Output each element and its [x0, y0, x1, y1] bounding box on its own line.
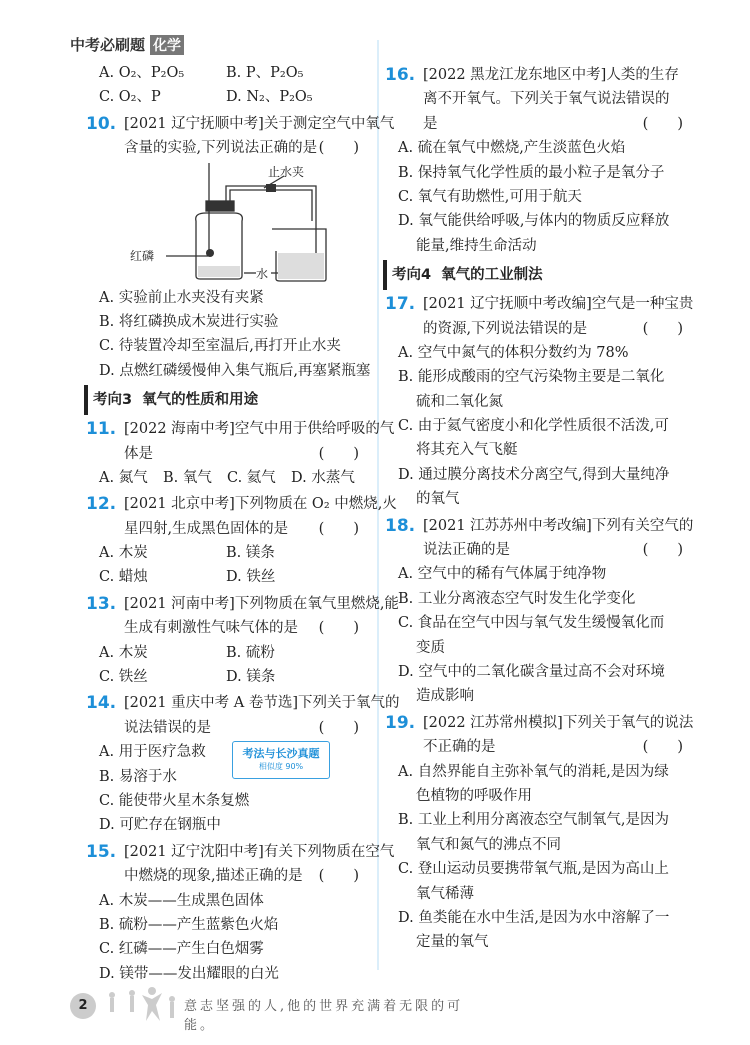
- option-text: B. 保持氧气化学性质的最小粒子是氧分子: [398, 164, 665, 181]
- option: [86, 740, 371, 772]
- question-text-line: [86, 442, 371, 466]
- option: C. 铁丝: [99, 669, 148, 686]
- option: [385, 341, 695, 365]
- stamp-similarity: 相似度 90%: [258, 762, 304, 772]
- section-heading: [84, 385, 371, 415]
- option: [385, 882, 695, 906]
- subject-badge: 化学: [150, 35, 184, 55]
- page-number: 2: [70, 993, 96, 1019]
- book-title: 中考必刷题: [70, 36, 146, 54]
- option: [385, 660, 695, 684]
- question-text-line: [385, 538, 695, 562]
- question-text: 含量的实验,下列说法正确的是: [124, 140, 318, 157]
- option-text: D. 通过膜分离技术分离空气,得到大量纯净: [398, 466, 670, 483]
- option-text: D. 镁带——发出耀眼的白光: [99, 965, 279, 982]
- question-number: 10.: [86, 113, 117, 134]
- question-text: 生成有刺激性气味气体的是: [124, 620, 298, 637]
- question-number: 13.: [86, 593, 117, 614]
- question-text: 体是: [124, 445, 153, 462]
- answer-blank[interactable]: ( ): [642, 542, 683, 559]
- question-text-line: [385, 735, 695, 759]
- option: [385, 833, 695, 857]
- option-row: [86, 665, 371, 689]
- question-13: [86, 592, 399, 616]
- experiment-figure: [86, 161, 371, 286]
- option-text: 变质: [416, 639, 445, 656]
- option-row: [86, 85, 371, 109]
- question-text: 是: [423, 115, 438, 132]
- question-text: 中燃烧的现象,描述正确的是: [124, 868, 303, 885]
- option: [385, 857, 695, 881]
- question-18: [385, 514, 695, 538]
- question-number: 18.: [385, 515, 416, 536]
- section-heading: [383, 260, 695, 290]
- option: [385, 185, 695, 209]
- question-text-line: [86, 136, 371, 160]
- option: C. O₂、P: [99, 89, 161, 106]
- question-text-line: [385, 112, 695, 136]
- answer-blank[interactable]: ( ): [318, 445, 359, 462]
- option-text: 能量,维持生命活动: [416, 237, 537, 254]
- stamp-title: 考法与长沙真题: [242, 747, 320, 761]
- question-text: [2021 辽宁抚顺中考改编]空气是一种宝贵: [423, 296, 694, 313]
- option: B. 硫粉: [226, 644, 275, 661]
- option-text: 氧气稀薄: [416, 885, 474, 902]
- option-text: 的氧气: [416, 491, 460, 508]
- question-12: [86, 492, 397, 516]
- option-text: 色植物的呼吸作用: [416, 787, 532, 804]
- question-number: 16.: [385, 65, 416, 85]
- option-text: A. 空气中氮气的体积分数约为 78%: [398, 344, 629, 361]
- option: [86, 286, 371, 310]
- option-text: A. 自然界能自主弥补氧气的消耗,是因为绿: [398, 763, 669, 780]
- question-number: 14.: [86, 693, 117, 714]
- option: C. 蜡烛: [99, 569, 148, 586]
- question-text: 的资源,下列说法错误的是: [423, 320, 588, 337]
- page-header: [70, 34, 184, 55]
- question-17: [385, 292, 695, 316]
- option: [385, 808, 695, 832]
- option: [385, 930, 695, 954]
- option-text: B. 工业分离液态空气时发生化学变化: [398, 590, 636, 607]
- option-text: D. 鱼类能在水中生活,是因为水中溶解了一: [398, 909, 670, 926]
- question-text-line: [86, 864, 371, 888]
- question-number: 15.: [86, 841, 117, 862]
- question-text: [2022 江苏常州模拟]下列关于氧气的说法: [423, 714, 694, 731]
- question-text-line: [86, 616, 371, 640]
- option-text: 氧气和氮气的沸点不同: [416, 836, 561, 853]
- option-text: 硫和二氧化氮: [416, 393, 503, 410]
- option: [86, 937, 371, 961]
- question-number: 12.: [86, 494, 117, 515]
- option: [385, 684, 695, 708]
- figure-label-water: 水: [256, 266, 269, 281]
- option-text: C. 氧气有助燃性,可用于航天: [398, 188, 582, 205]
- option: [385, 760, 695, 784]
- section-title: 氧气的性质和用途: [142, 392, 259, 409]
- option: [86, 913, 371, 937]
- page-footer: [66, 985, 486, 1033]
- option-text: C. 能使带火星木条复燃: [99, 792, 250, 809]
- option-text: A. 用于医疗急救: [99, 744, 206, 761]
- jumping-people-icon: [102, 985, 182, 1025]
- question-text: [2021 辽宁沈阳中考]有关下列物质在空气: [124, 843, 395, 860]
- option: D. 镁条: [226, 669, 276, 686]
- option-text: D. 氧气能供给呼吸,与体内的物质反应释放: [398, 213, 670, 230]
- question-text-line: [86, 517, 371, 541]
- question-number: 19.: [385, 712, 416, 733]
- question-text: [2021 北京中考]下列物质在 O₂ 中燃烧,火: [124, 496, 397, 513]
- option: [385, 611, 695, 635]
- option-text: D. 点燃红磷缓慢伸入集气瓶后,再塞紧瓶塞: [99, 362, 371, 379]
- option: C. 氦气: [227, 469, 276, 486]
- option-text: C. 食品在空气中因与氧气发生缓慢氧化而: [398, 615, 665, 632]
- question-text: [2022 海南中考]空气中用于供给呼吸的气: [124, 421, 395, 438]
- option-text: C. 登山运动员要携带氧气瓶,是因为高山上: [398, 861, 669, 878]
- option: [385, 636, 695, 660]
- option: [385, 562, 695, 586]
- option: [385, 463, 695, 487]
- option: [385, 234, 695, 258]
- option: [86, 359, 371, 383]
- option: A. 木炭: [99, 545, 148, 562]
- option-text: B. 工业上利用分离液态空气制氧气,是因为: [398, 812, 669, 829]
- right-column: [385, 61, 695, 955]
- option: [86, 962, 371, 986]
- option-row: [86, 466, 371, 490]
- option-text: A. 实验前止水夹没有夹紧: [99, 289, 264, 306]
- question-text: 离不开氧气。下列关于氧气说法错误的: [423, 91, 670, 108]
- option: B. P、P₂O₅: [226, 65, 304, 81]
- question-text: 说法正确的是: [423, 542, 510, 559]
- option-text: C. 由于氦气密度小和化学性质很不活泼,可: [398, 418, 669, 435]
- question-number: 11.: [86, 419, 117, 440]
- option: [385, 784, 695, 808]
- option-text: D. 可贮存在钢瓶中: [99, 817, 221, 834]
- option-row: [86, 565, 371, 589]
- option: [385, 414, 695, 438]
- question-number: 17.: [385, 294, 416, 315]
- figure-label-phosphorus: 红磷: [130, 248, 155, 263]
- answer-blank[interactable]: ( ): [642, 739, 683, 756]
- option-text: A. 木炭——生成黑色固体: [99, 892, 264, 909]
- question-text: [2021 河南中考]下列物质在氧气里燃烧,能: [124, 595, 399, 612]
- option: A. O₂、P₂O₅: [99, 65, 185, 81]
- question-text: [2021 辽宁抚顺中考]关于测定空气中氧气: [124, 115, 395, 132]
- question-text: 星四射,生成黑色固体的是: [124, 520, 289, 537]
- option-row: [86, 61, 371, 85]
- answer-blank[interactable]: ( ): [318, 520, 359, 537]
- left-column: [86, 61, 400, 986]
- option: A. 木炭: [99, 644, 148, 661]
- option-text: B. 易溶于水: [99, 768, 177, 785]
- answer-blank[interactable]: ( ): [318, 719, 359, 736]
- question-10: [86, 112, 395, 136]
- option: [385, 161, 695, 185]
- option-text: 将其充入气飞艇: [416, 442, 518, 459]
- option: [86, 789, 371, 813]
- option: A. 氮气: [99, 469, 148, 486]
- section-label: 考向3: [93, 392, 133, 409]
- option: [385, 209, 695, 233]
- option: [86, 334, 371, 358]
- question-text: 说法错误的是: [124, 719, 211, 736]
- option-text: C. 待装置冷却至室温后,再打开止水夹: [99, 338, 341, 355]
- similarity-stamp: [232, 741, 330, 779]
- option-text: C. 红磷——产生白色烟雾: [99, 941, 264, 958]
- option: [385, 906, 695, 930]
- option: [385, 136, 695, 160]
- option-row: [86, 541, 371, 565]
- option: [86, 310, 371, 334]
- question-text-line: [385, 87, 695, 111]
- option: D. 水蒸气: [291, 469, 355, 486]
- footer-slogan: 意志坚强的人,他的世界充满着无限的可能。: [184, 999, 464, 1033]
- option: B. 氧气: [163, 469, 212, 486]
- question-text-line: [86, 716, 371, 740]
- option-text: A. 硫在氧气中燃烧,产生淡蓝色火焰: [398, 140, 626, 157]
- option: D. 铁丝: [226, 569, 276, 586]
- question-19: [385, 711, 695, 735]
- option: [86, 889, 371, 913]
- question-text: [2021 重庆中考 A 卷节选]下列关于氧气的: [124, 695, 400, 712]
- option: [385, 390, 695, 414]
- answer-blank[interactable]: ( ): [642, 115, 683, 132]
- option: [385, 487, 695, 511]
- option: [385, 438, 695, 462]
- option-text: B. 能形成酸雨的空气污染物主要是二氧化: [398, 369, 665, 386]
- question-16: [385, 63, 695, 87]
- option: B. 镁条: [226, 545, 275, 562]
- question-text: [2021 江苏苏州中考改编]下列有关空气的: [423, 517, 694, 534]
- question-11: [86, 417, 395, 441]
- question-text: [2022 黑龙江龙东地区中考]人类的生存: [423, 67, 679, 83]
- question-text: 不正确的是: [423, 739, 496, 756]
- section-title: 氧气的工业制法: [441, 267, 543, 284]
- question-14: [86, 691, 400, 715]
- question-text-line: [385, 317, 695, 341]
- option-text: 造成影响: [416, 688, 474, 705]
- option: D. N₂、P₂O₅: [226, 89, 313, 106]
- option: [86, 813, 371, 837]
- section-label: 考向4: [392, 267, 432, 284]
- apparatus-diagram: [136, 161, 336, 286]
- option-row: [86, 641, 371, 665]
- option-text: B. 硫粉——产生蓝紫色火焰: [99, 916, 279, 933]
- option-text: 定量的氧气: [416, 934, 489, 951]
- answer-blank[interactable]: ( ): [642, 320, 683, 337]
- option: [385, 365, 695, 389]
- answer-blank[interactable]: ( ): [318, 620, 359, 637]
- answer-blank[interactable]: ( ): [318, 868, 359, 885]
- option: [385, 587, 695, 611]
- option-text: B. 将红磷换成木炭进行实验: [99, 313, 279, 330]
- answer-blank[interactable]: ( ): [318, 140, 359, 157]
- question-15: [86, 840, 395, 864]
- option-text: A. 空气中的稀有气体属于纯净物: [398, 566, 607, 583]
- option-text: D. 空气中的二氧化碳含量过高不会对环境: [398, 663, 665, 680]
- figure-label-clamp: 止水夹: [268, 164, 305, 179]
